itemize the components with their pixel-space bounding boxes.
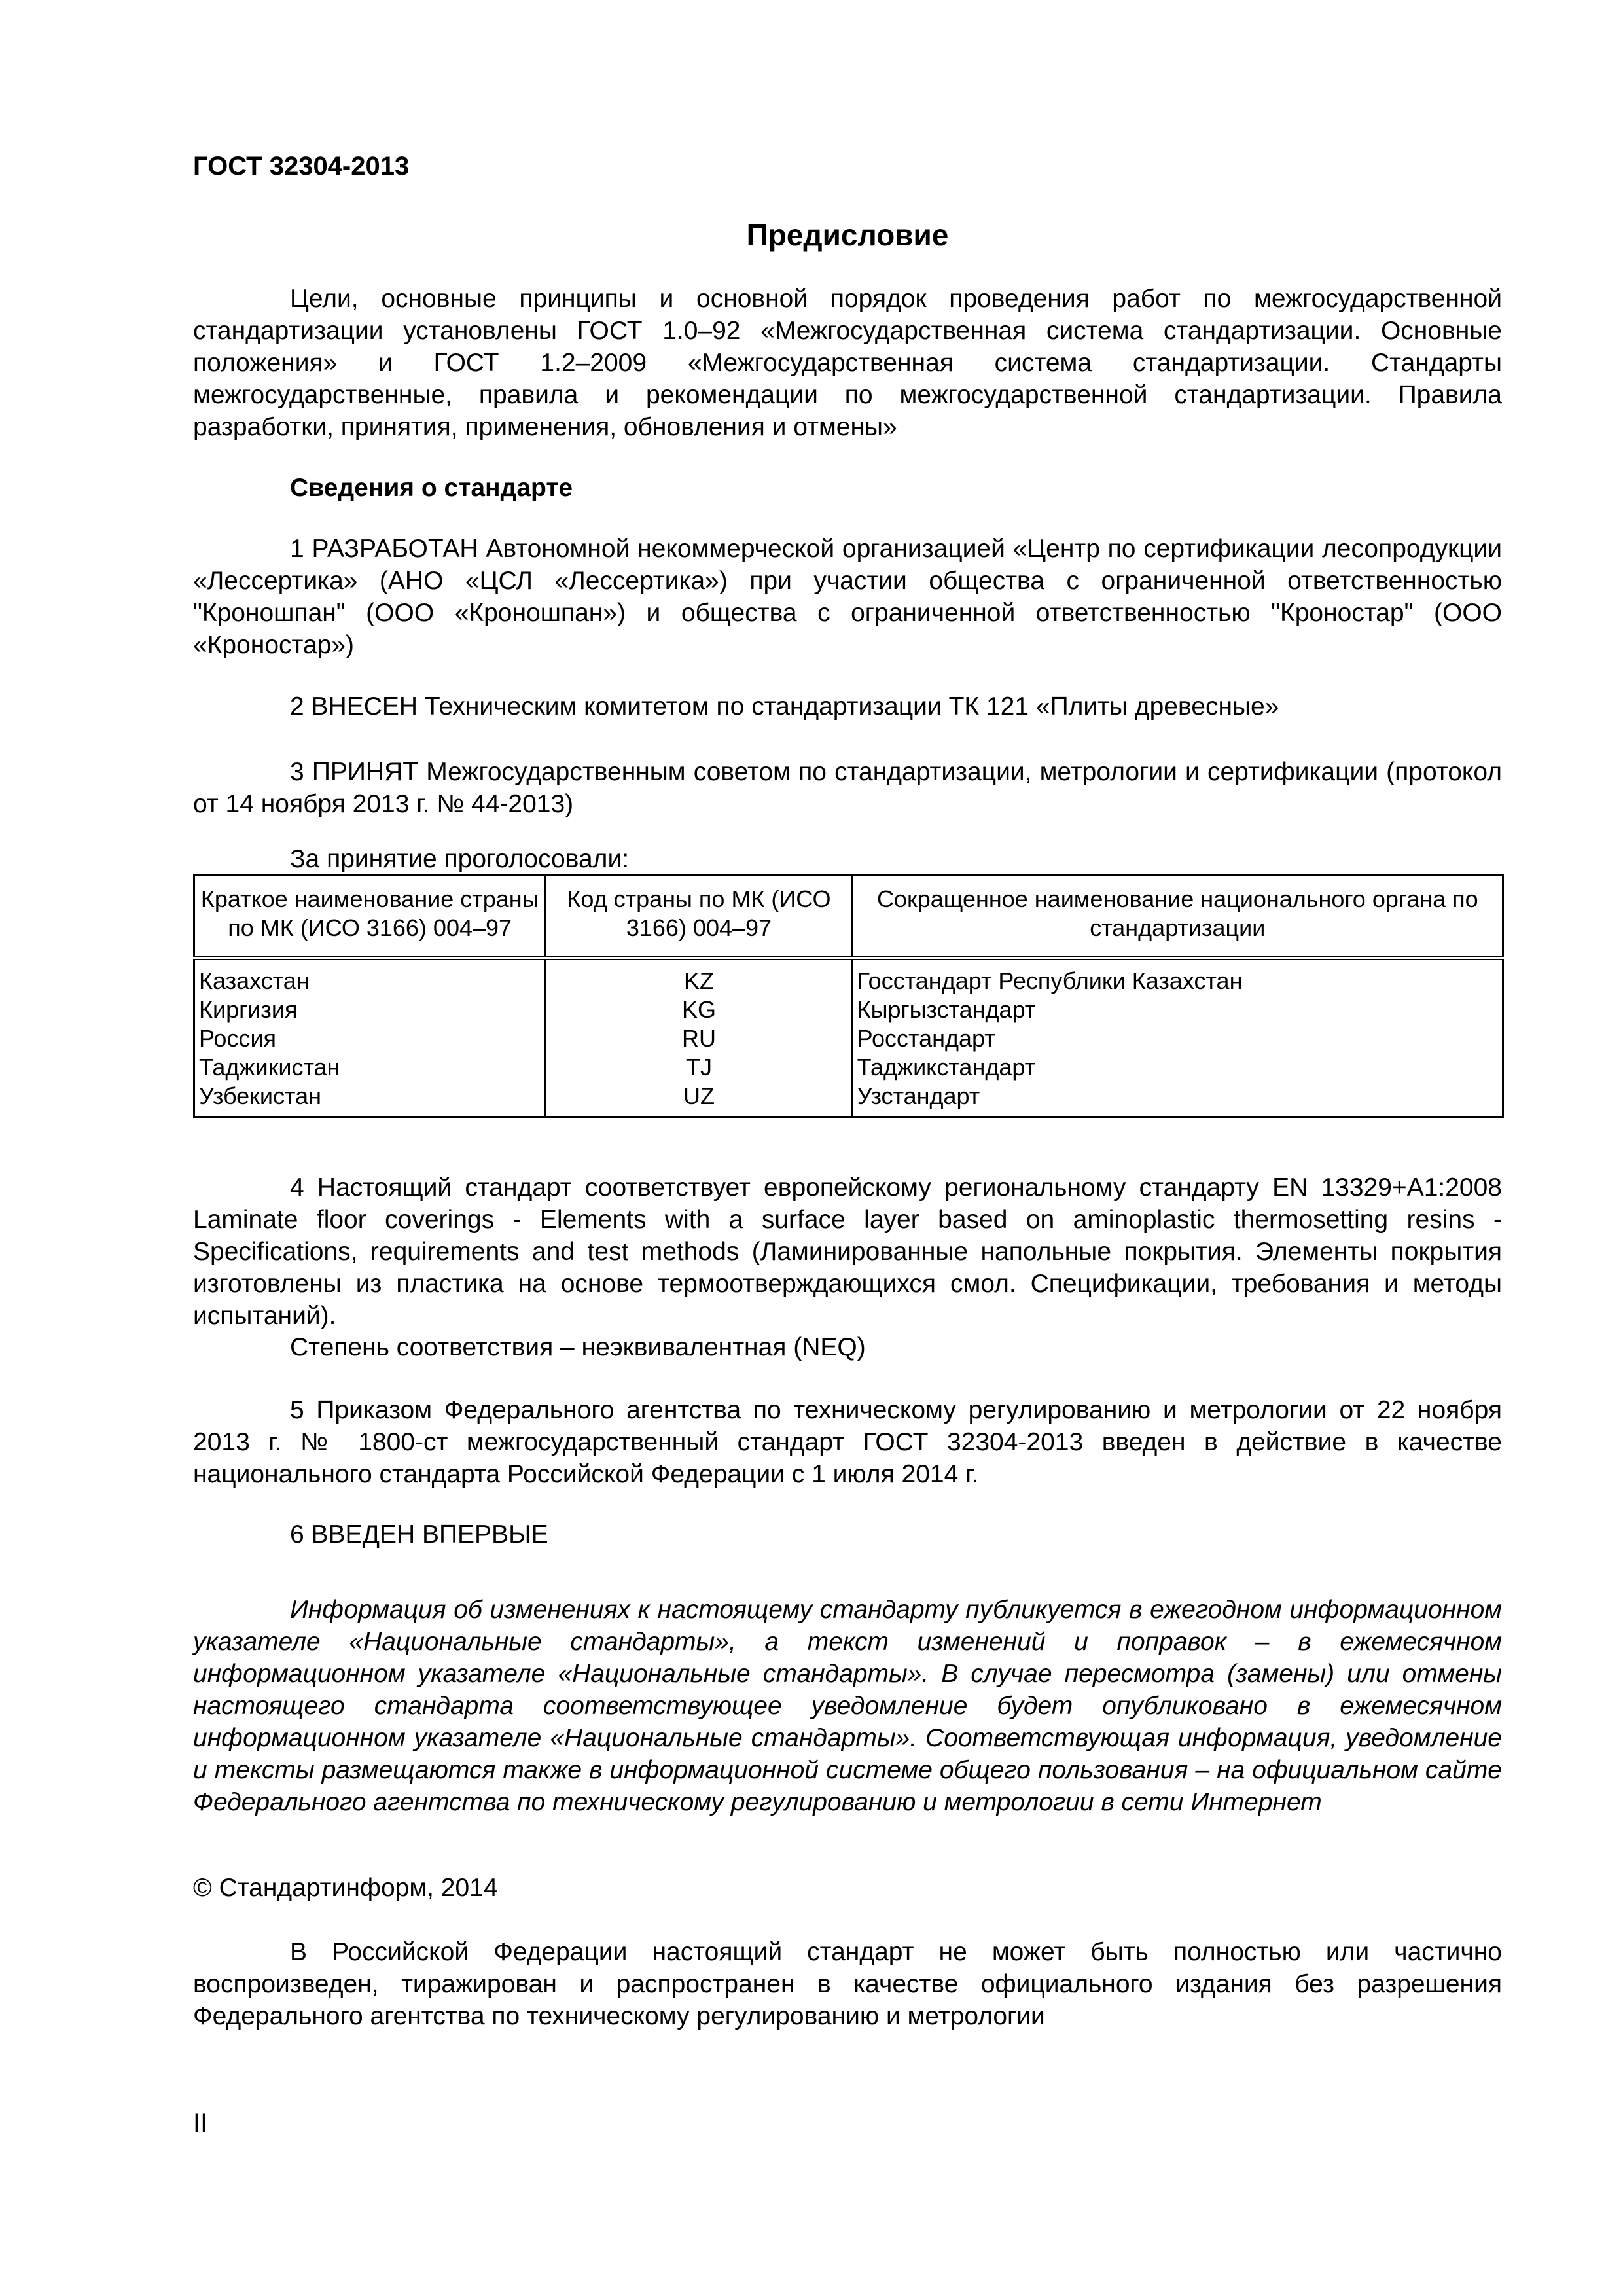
table-header-row: [194, 875, 1503, 958]
cell-body: Узстандарт: [852, 1082, 1503, 1117]
item-4-degree: Степень соответствия – неэквивалентная (NEQ): [290, 1333, 866, 1361]
standard-code: ГОСТ 32304-2013: [193, 152, 410, 181]
page-title: Предисловие: [746, 218, 949, 252]
cell-code: RU: [546, 1024, 852, 1053]
voted-label: За принятие проголосовали:: [290, 845, 630, 873]
item-6-introduced: 6 ВВЕДЕН ВПЕРВЫЕ: [290, 1520, 548, 1549]
table-row: [194, 958, 1503, 996]
cell-country: Узбекистан: [194, 1082, 546, 1117]
cell-body: Кыргызстандарт: [852, 996, 1503, 1024]
table-row: [194, 996, 1503, 1024]
cell-code: TJ: [546, 1053, 852, 1082]
item-1-developed: 1 РАЗРАБОТАН Автономной некоммерческой организацией «Центр по сертификации лесопродукции «Лессертика» (АНО «ЦСЛ «Лессертика») при участии общества с ограниченной ответственностью "Кроношпан" (ООО «Кроношпан») и общества с ограниченной ответственностью "Кроностар" (ООО «Кроностар»): [193, 535, 1502, 659]
voting-table: [193, 874, 1504, 1118]
table-row: [194, 1053, 1503, 1082]
legal-notice: В Российской Федерации настоящий стандарт не может быть полностью или частично воспроизведен, тиражирован и распространен в качестве официального издания без разрешения Федерального агентства по техническому регулированию и метрологии: [193, 1938, 1502, 2030]
cell-body: Госстандарт Республики Казахстан: [852, 958, 1503, 996]
copyright-line: © Стандартинформ, 2014: [193, 1874, 498, 1902]
item-5-order: 5 Приказом Федерального агентства по техническому регулированию и метрологии от 22 ноября 2013 г. № 1800-ст межгосударственный стандарт ГОСТ 32304-2013 введен в действие в качестве национального стандарта Российской Федерации с 1 июля 2014 г.: [193, 1396, 1502, 1488]
cell-body: Росстандарт: [852, 1024, 1503, 1053]
header-national-body: Сокращенное наименование национального органа по стандартизации: [852, 875, 1503, 958]
page-number: II: [193, 2109, 208, 2138]
table-row: [194, 1082, 1503, 1117]
item-4-compliance: 4 Настоящий стандарт соответствует европейскому региональному стандарту EN 13329+A1:2008 Laminate floor coverings - Elements with a surface layer based on aminoplastic thermosetting resins - Specifications, requirements and test methods (Ламинированные напольные покрытия. Элементы покрытия изготовлены из пластика на основе термоотверждающихся смол. Спецификации, требования и методы испытаний).: [193, 1174, 1502, 1330]
cell-country: Киргизия: [194, 996, 546, 1024]
header-country-code: Код страны по МК (ИСО 3166) 004–97: [546, 875, 852, 958]
cell-country: Россия: [194, 1024, 546, 1053]
cell-body: Таджикстандарт: [852, 1053, 1503, 1082]
changes-notice: Информация об изменениях к настоящему стандарту публикуется в ежегодном информационном указателе «Национальные стандарты», а текст изменений и поправок – в ежемесячном информационном указателе «Национальные стандарты». В случае пересмотра (замены) или отмены настоящего стандарта соответствующее уведомление будет опубликовано в ежемесячном информационном указателе «Национальные стандарты». Соответствующая информация, уведомление и тексты размещаются также в информационной системе общего пользования – на официальном сайте Федерального агентства по техническому регулированию и метрологии в сети Интернет: [193, 1596, 1502, 1816]
table-row: [194, 1024, 1503, 1053]
cell-code: UZ: [546, 1082, 852, 1117]
header-country-name: Краткое наименование страны по МК (ИСО 3166) 004–97: [194, 875, 546, 958]
preface-paragraph: Цели, основные принципы и основной порядок проведения работ по межгосударственной стандартизации установлены ГОСТ 1.0–92 «Межгосударственная система стандартизации. Основные положения» и ГОСТ 1.2–2009 «Межгосударственная система стандартизации. Стандарты межгосударственные, правила и рекомендации по межгосударственной стандартизации. Правила разработки, принятия, применения, обновления и отмены»: [193, 285, 1502, 441]
item-2-submitted: 2 ВНЕСЕН Техническим комитетом по стандартизации ТК 121 «Плиты древесные»: [290, 692, 1279, 721]
cell-country: Таджикистан: [194, 1053, 546, 1082]
cell-code: KZ: [546, 958, 852, 996]
cell-code: KG: [546, 996, 852, 1024]
item-3-adopted: 3 ПРИНЯТ Межгосударственным советом по стандартизации, метрологии и сертификации (протокол от 14 ноября 2013 г. № 44-2013): [193, 758, 1502, 818]
cell-country: Казахстан: [194, 958, 546, 996]
info-heading: Сведения о стандарте: [290, 474, 573, 502]
